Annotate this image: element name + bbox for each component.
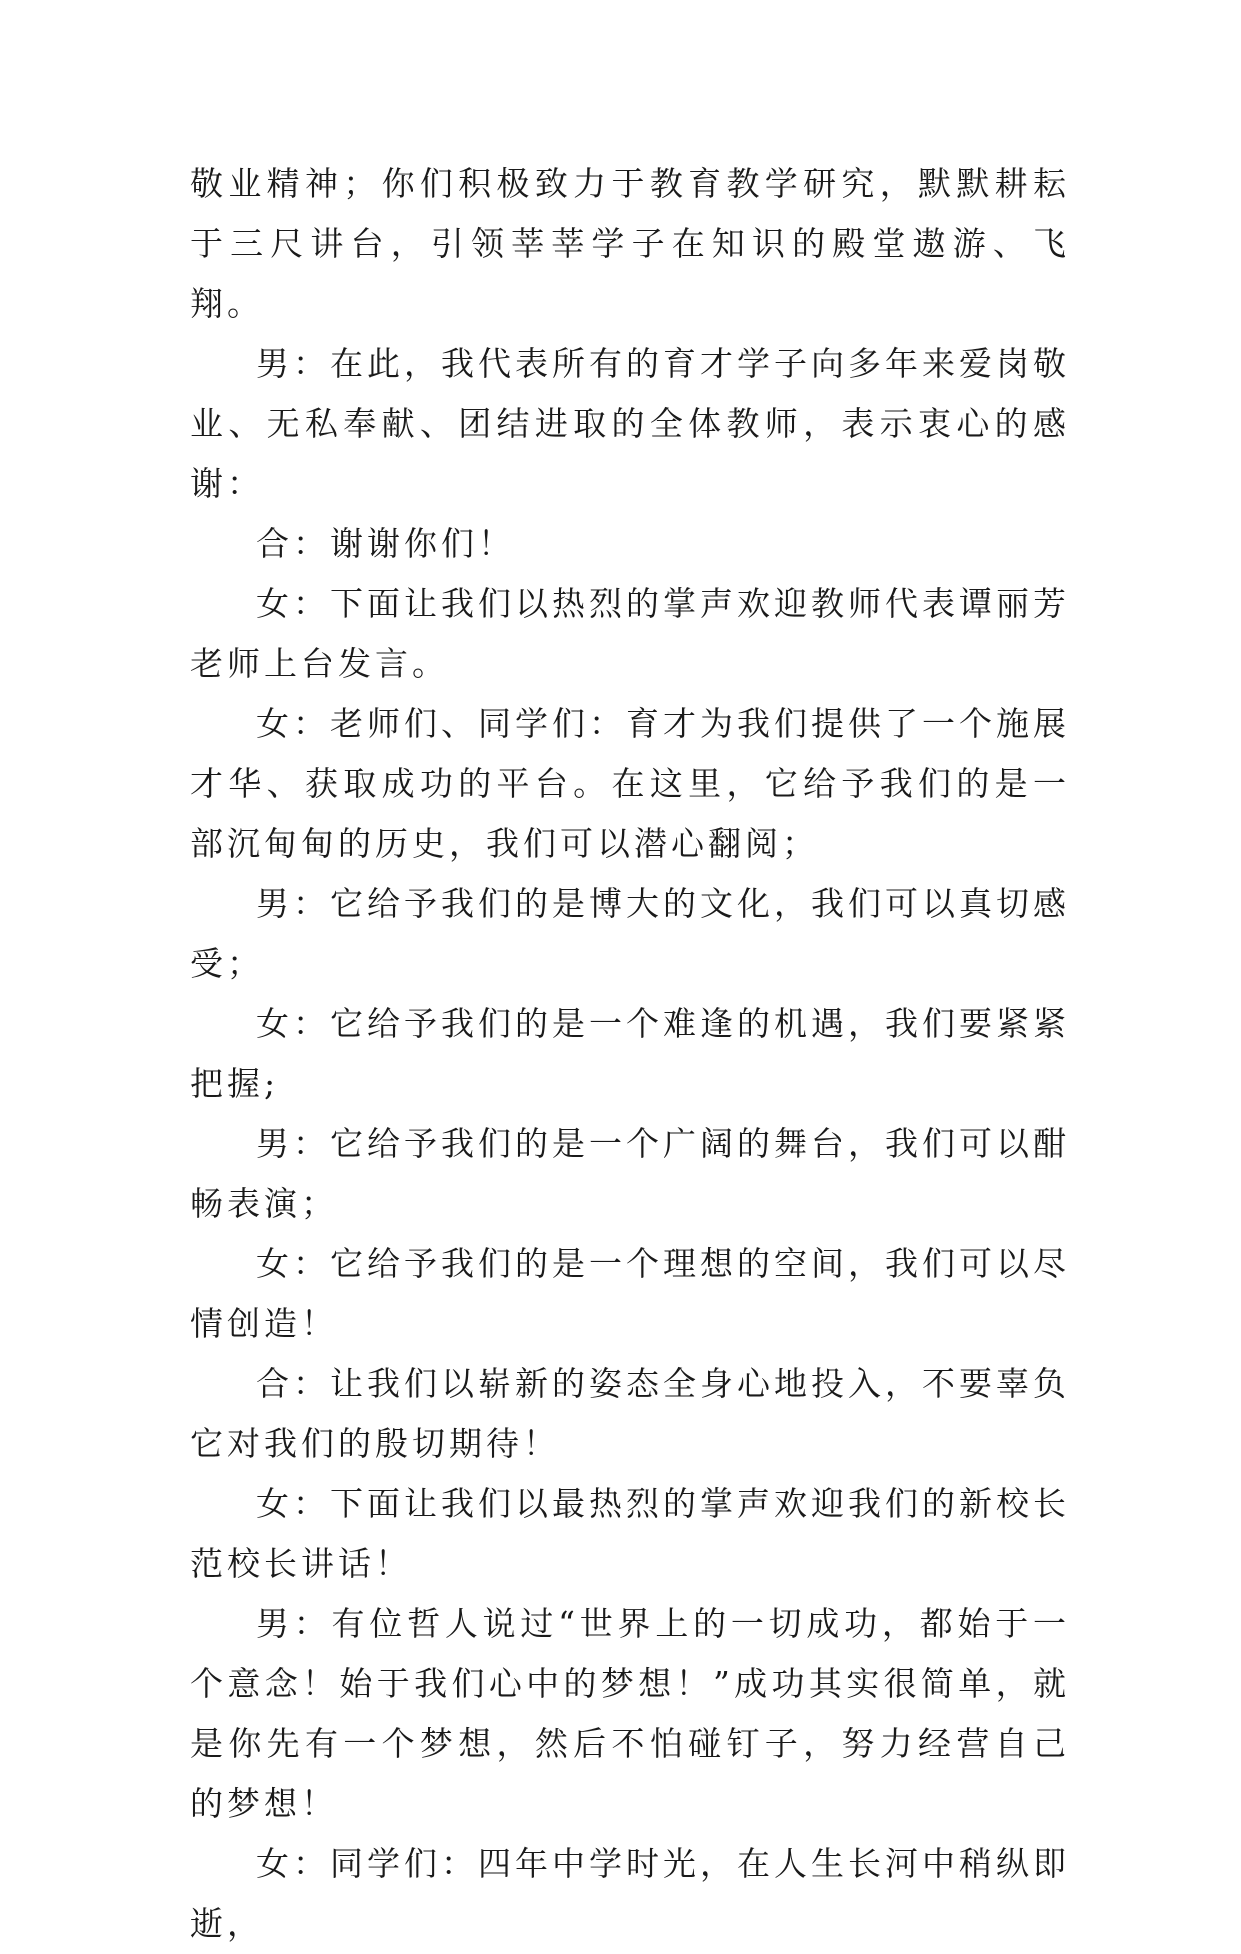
document-body bbox=[190, 154, 1070, 1954]
paragraph-female-platform: 女：老师们、同学们：育才为我们提供了一个施展才华、获取成功的平台。在这里，它给予我们的是一部沉甸甸的历史，我们可以潜心翻阅； bbox=[190, 704, 1070, 863]
paragraph-female-opportunity: 女：它给予我们的是一个难逢的机遇，我们要紧紧把握; bbox=[190, 1004, 1070, 1103]
paragraph-continued: 敬业精神；你们积极致力于教育教学研究，默默耕耘于三尺讲台，引领莘莘学子在知识的殿堂遨游、飞翔。 bbox=[190, 164, 1070, 323]
paragraph-male-culture: 男：它给予我们的是博大的文化，我们可以真切感受； bbox=[190, 884, 1070, 983]
paragraph-male-stage: 男：它给予我们的是一个广阔的舞台，我们可以酣畅表演； bbox=[190, 1124, 1070, 1223]
paragraph-chorus-thanks: 合：谢谢你们！ bbox=[256, 524, 515, 563]
paragraph-chorus-commit: 合：让我们以崭新的姿态全身心地投入，不要辜负它对我们的殷切期待！ bbox=[190, 1364, 1070, 1463]
paragraph-female-students: 女：同学们：四年中学时光，在人生长河中稍纵即逝， bbox=[190, 1844, 1070, 1943]
paragraph-female-space: 女：它给予我们的是一个理想的空间，我们可以尽情创造！ bbox=[190, 1244, 1070, 1343]
paragraph-female-principal-intro: 女：下面让我们以最热烈的掌声欢迎我们的新校长范校长讲话！ bbox=[190, 1484, 1070, 1583]
paragraph-male-thanks: 男：在此，我代表所有的育才学子向多年来爱岗敬业、无私奉献、团结进取的全体教师，表示衷心的感谢： bbox=[190, 344, 1070, 503]
paragraph-male-dream: 男：有位哲人说过“世界上的一切成功，都始于一个意念！始于我们心中的梦想！”成功其实很简单，就是你先有一个梦想，然后不怕碰钉子，努力经营自己的梦想！ bbox=[190, 1604, 1070, 1823]
paragraph-female-teacher-intro: 女：下面让我们以热烈的掌声欢迎教师代表谭丽芳老师上台发言。 bbox=[190, 584, 1070, 683]
